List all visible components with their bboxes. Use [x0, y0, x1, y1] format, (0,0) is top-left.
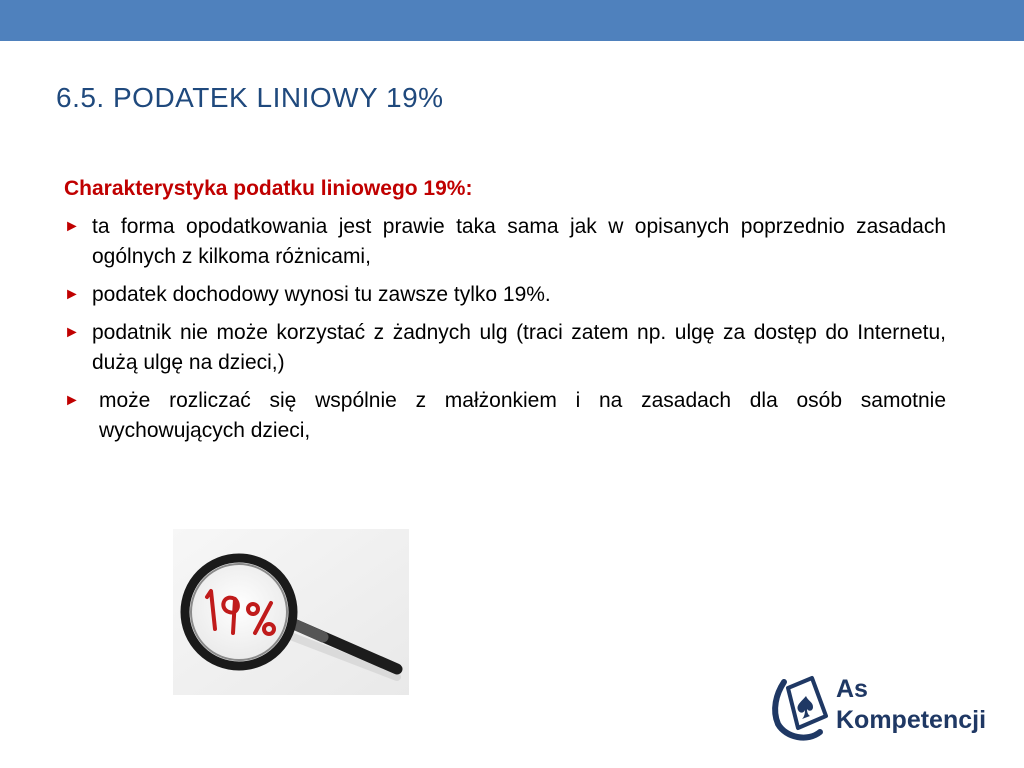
bullet-marker-icon: ►	[64, 286, 80, 303]
bullet-item	[64, 386, 946, 446]
spade-icon	[768, 672, 832, 746]
content-heading: Charakterystyka podatku liniowego 19%:	[64, 177, 473, 200]
magnifier-illustration	[173, 529, 409, 695]
bullet-marker-icon: ►	[64, 392, 80, 409]
bullet-marker-icon: ►	[64, 324, 80, 341]
bullet-item	[64, 318, 946, 378]
bullet-text: może rozliczać się wspólnie z małżonkiem i na zasadach dla osób samotnie wychowujących dzieci,	[99, 389, 946, 442]
logo-text	[836, 674, 986, 736]
slide-content	[64, 174, 946, 454]
magnifying-glass-icon	[173, 529, 409, 695]
bullet-text: podatek dochodowy wynosi tu zawsze tylko 19%.	[92, 283, 551, 306]
slide-title: 6.5. PODATEK LINIOWY 19%	[56, 82, 444, 113]
logo-line-2: Kompetencji	[836, 706, 987, 734]
logo-line-1: As	[836, 675, 868, 703]
top-bar	[0, 0, 1024, 41]
bullet-text: ta forma opodatkowania jest prawie taka sama jak w opisanych poprzednio zasadach ogólnych z kilkoma różnicami,	[92, 215, 946, 268]
bullet-item	[64, 212, 946, 272]
bullet-item	[64, 280, 946, 310]
logo	[768, 672, 998, 746]
bullet-text: podatnik nie może korzystać z żadnych ulg (traci zatem np. ulgę za dostęp do Internetu, dużą ulgę na dzieci,)	[92, 321, 946, 374]
bullet-marker-icon: ►	[64, 218, 80, 235]
